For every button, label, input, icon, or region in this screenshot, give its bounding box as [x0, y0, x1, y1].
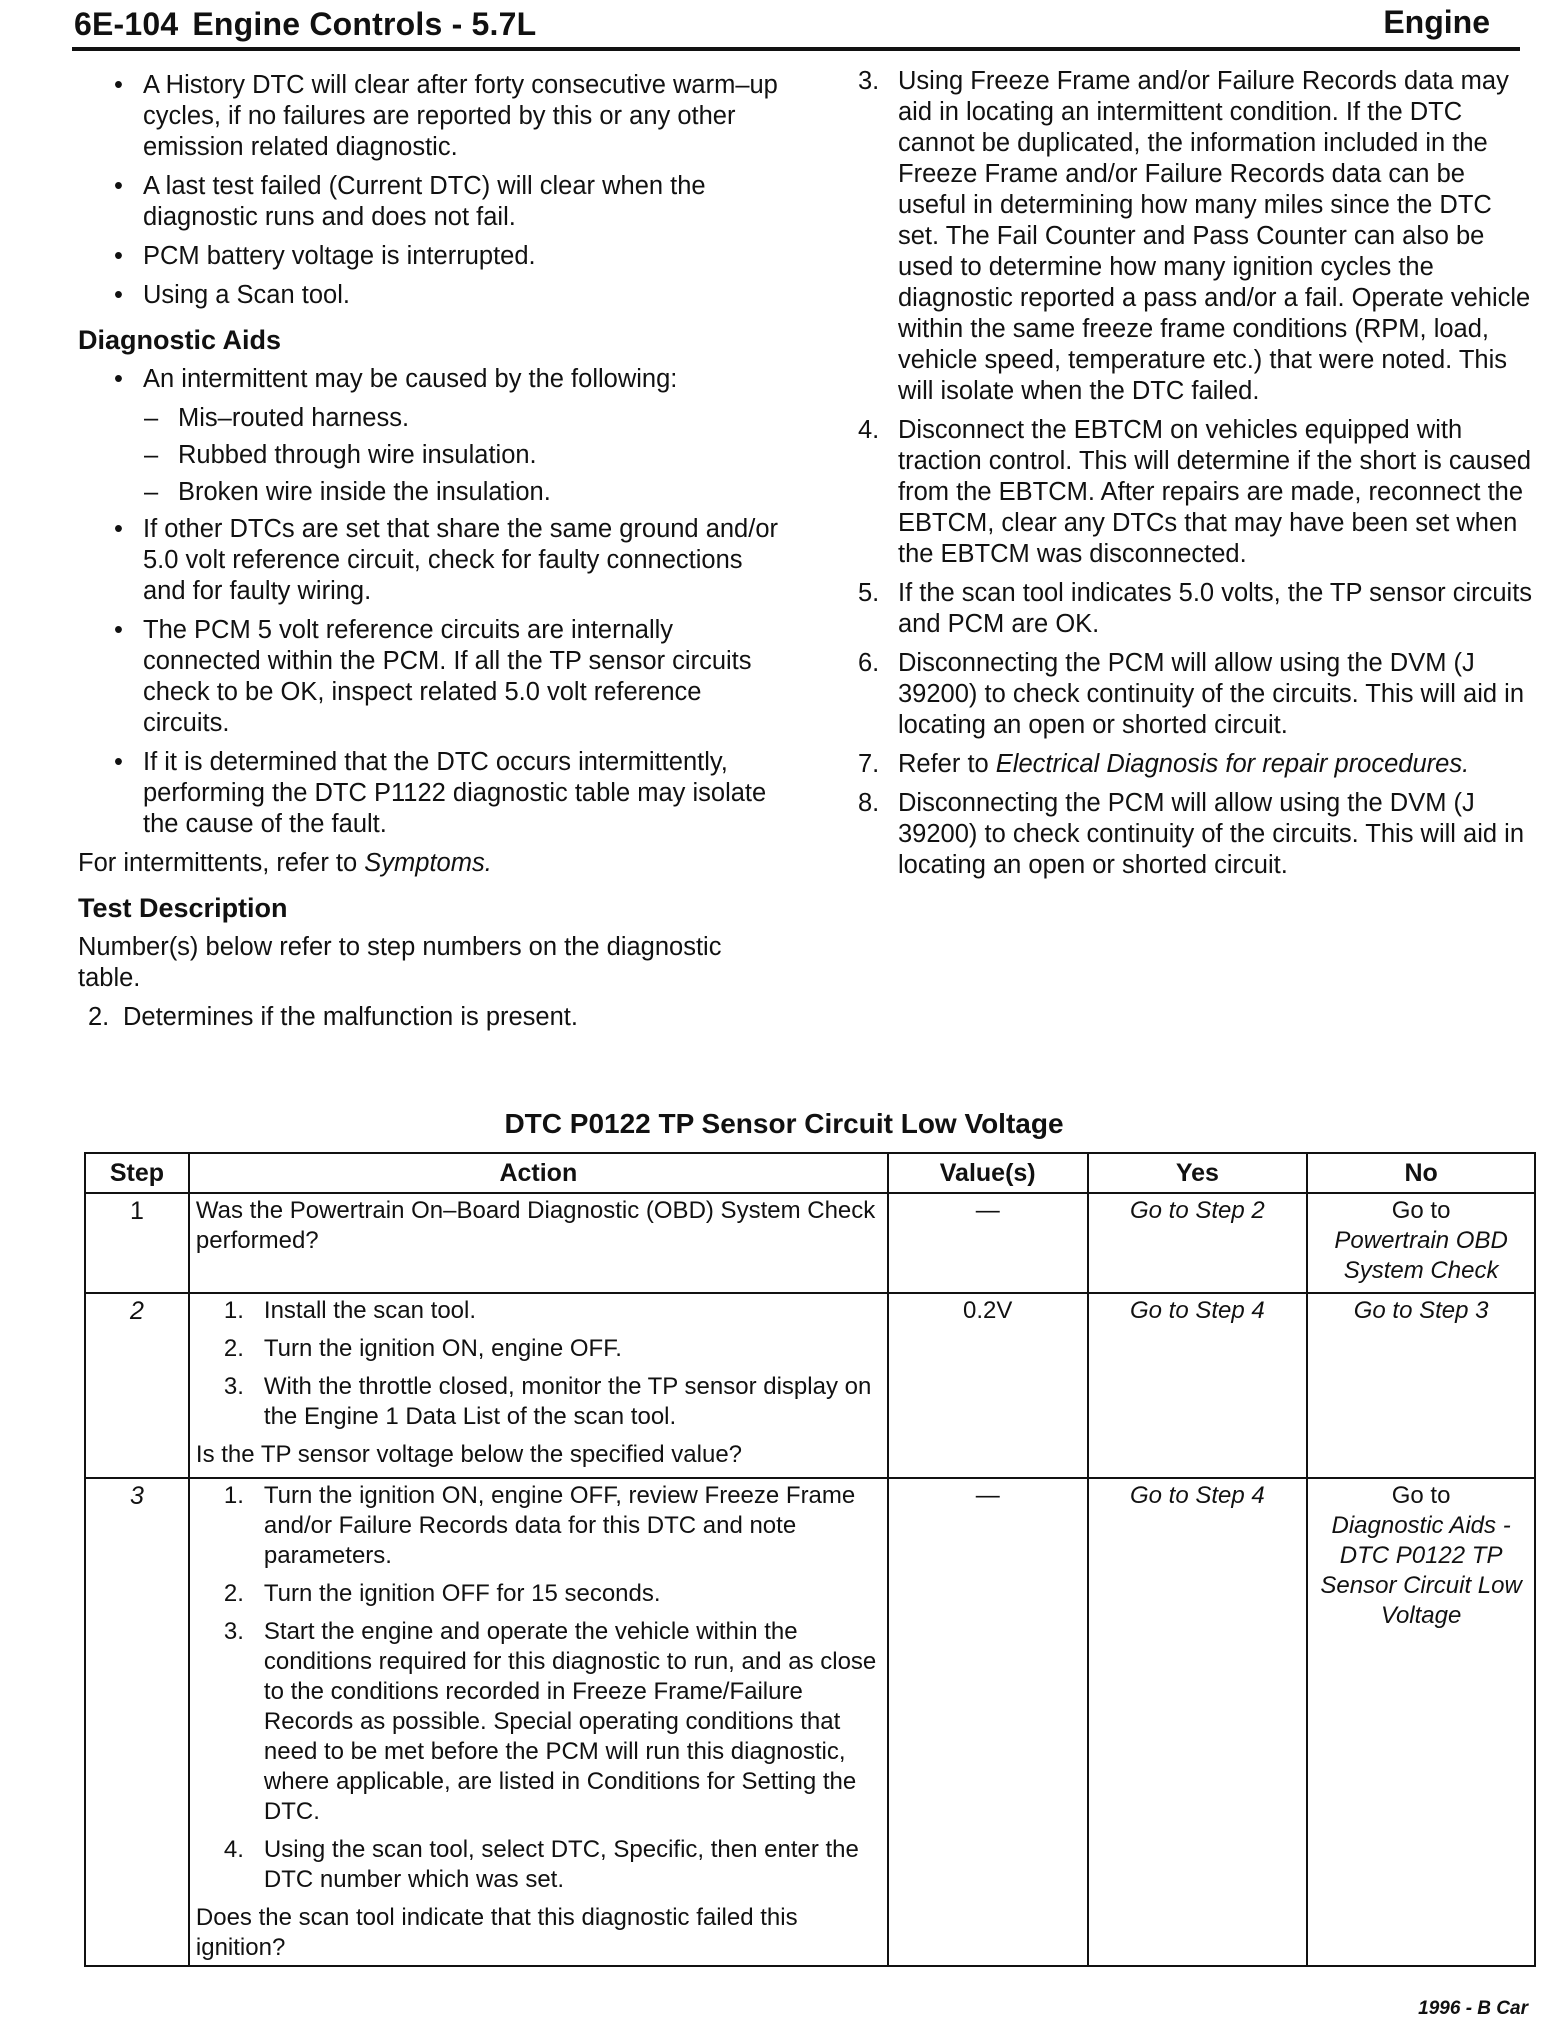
- intermittents-reference: For intermittents, refer to Symptoms.: [78, 849, 492, 877]
- table-row: [85, 1193, 1535, 1293]
- step-number: 2: [85, 1293, 189, 1478]
- column-header-values: Value(s): [888, 1153, 1088, 1193]
- left-column: [78, 70, 778, 1041]
- action-steps: [196, 1481, 881, 1895]
- list-item: 7. Refer to Electrical Diagnosis for repair procedures.: [858, 750, 1470, 778]
- value-cell: 0.2V: [888, 1293, 1088, 1478]
- value-cell: —: [888, 1478, 1088, 1966]
- list-item: 1. Turn the ignition ON, engine OFF, review Freeze Frame and/or Failure Records data for this DTC and note parameters.: [223, 1482, 856, 1569]
- dash-icon: –: [144, 478, 159, 506]
- list-item: 5. If the scan tool indicates 5.0 volts, the TP sensor circuits and PCM are OK.: [858, 579, 1533, 638]
- list-item: 3. Using Freeze Frame and/or Failure Records data may aid in locating an intermittent condition. If the DTC cannot be duplicated, the information included in the Freeze Frame and/or Failure Records data can be useful in determining how many miles since the DTC set. The Fail Counter and Pass Counter can also be used to determine how many ignition cycles the diagnostic reported a pass and/or a fail. Operate vehicle within the same freeze frame conditions (RPM, load, vehicle speed, temperature etc.) that were noted. This will isolate when the DTC failed.: [858, 67, 1531, 405]
- page-number: 6E-104: [74, 6, 179, 42]
- diagnostic-aids-link: Diagnostic Aids - DTC P0122 TP Sensor Circuit Low Voltage: [1320, 1512, 1522, 1629]
- bullet-icon: •: [114, 281, 123, 309]
- symptoms-link: Symptoms.: [364, 849, 492, 877]
- list-item: • If it is determined that the DTC occurs intermittently, performing the DTC P1122 diagnostic table may isolate the cause of the fault.: [114, 748, 767, 838]
- page-header: [74, 6, 536, 43]
- yes-cell: Go to Step 4: [1088, 1293, 1308, 1478]
- question-text: Does the scan tool indicate that this diagnostic failed this ignition?: [195, 1904, 798, 1961]
- value-cell: —: [888, 1193, 1088, 1293]
- dash-icon: –: [144, 404, 159, 432]
- list-item: • An intermittent may be caused by the following:: [114, 365, 678, 393]
- bullet-icon: •: [114, 515, 123, 543]
- action-cell: [189, 1293, 888, 1478]
- list-item: 6. Disconnecting the PCM will allow using the DVM (J 39200) to check continuity of the circuits. This will aid in locating an open or shorted circuit.: [858, 649, 1524, 739]
- list-item: • A History DTC will clear after forty consecutive warm–up cycles, if no failures are reported by this or any other emission related diagnostic.: [114, 71, 778, 161]
- action-cell: [189, 1478, 888, 1966]
- page-footer: 1996 - B Car: [1418, 1998, 1528, 2019]
- list-item: 3. Start the engine and operate the vehicle within the conditions required for this diagnostic to run, and as close to the conditions recorded in Freeze Frame/Failure Records as possible. Special operating conditions that need to be met before the PCM will run this diagnostic, where applicable, are listed in Conditions for Setting the DTC.: [223, 1618, 877, 1825]
- table-row: [85, 1478, 1535, 1966]
- header-right-label: Engine: [1383, 4, 1490, 40]
- step-number: 1: [85, 1193, 189, 1293]
- list-item: 3. With the throttle closed, monitor the TP sensor display on the Engine 1 Data List of the scan tool.: [223, 1373, 872, 1430]
- action-steps: [196, 1296, 881, 1432]
- test-description-heading: Test Description: [78, 893, 288, 923]
- list-item: • A last test failed (Current DTC) will clear when the diagnostic runs and does not fail.: [114, 172, 706, 231]
- diagnostic-aids-heading: Diagnostic Aids: [78, 325, 282, 355]
- list-item: 2. Turn the ignition OFF for 15 seconds.: [223, 1580, 661, 1607]
- column-header-step: Step: [85, 1153, 189, 1193]
- list-item: – Rubbed through wire insulation.: [144, 441, 537, 469]
- action-cell: Was the Powertrain On–Board Diagnostic (OBD) System Check performed?: [189, 1193, 888, 1293]
- step-number: 3: [85, 1478, 189, 1966]
- list-item: – Broken wire inside the insulation.: [144, 478, 551, 506]
- header-rule: [72, 47, 1520, 51]
- question-text: Is the TP sensor voltage below the specified value?: [195, 1441, 743, 1468]
- list-item: 4. Using the scan tool, select DTC, Specific, then enter the DTC number which was set.: [223, 1836, 859, 1893]
- table-title: DTC P0122 TP Sensor Circuit Low Voltage: [504, 1108, 1064, 1139]
- section-title: Engine Controls - 5.7L: [192, 6, 537, 42]
- list-item: 2. Turn the ignition ON, engine OFF.: [223, 1335, 622, 1362]
- column-header-action: Action: [189, 1153, 888, 1193]
- bullet-icon: •: [114, 365, 123, 393]
- bullet-icon: •: [114, 172, 123, 200]
- column-header-no: No: [1307, 1153, 1535, 1193]
- list-item: • PCM battery voltage is interrupted.: [114, 242, 536, 270]
- list-item: 4. Disconnect the EBTCM on vehicles equipped with traction control. This will determine if the short is caused from the EBTCM. After repairs are made, reconnect the EBTCM, clear any DTCs that may have been set when the EBTCM was disconnected.: [858, 416, 1532, 568]
- list-item: 2. Determines if the malfunction is present.: [88, 1003, 578, 1031]
- list-item: 8. Disconnecting the PCM will allow using the DVM (J 39200) to check continuity of the circuits. This will aid in locating an open or shorted circuit.: [858, 789, 1524, 879]
- table-row: [85, 1293, 1535, 1478]
- yes-cell: Go to Step 2: [1088, 1193, 1308, 1293]
- no-cell: Go to Step 3: [1307, 1293, 1535, 1478]
- bullet-icon: •: [114, 748, 123, 776]
- bullet-icon: •: [114, 242, 123, 270]
- bullet-icon: •: [114, 616, 123, 644]
- list-item: • The PCM 5 volt reference circuits are internally connected within the PCM. If all the TP sensor circuits check to be OK, inspect related 5.0 volt reference circuits.: [114, 616, 752, 737]
- bullet-icon: •: [114, 71, 123, 99]
- powertrain-obd-link: Powertrain OBD System Check: [1334, 1227, 1508, 1284]
- no-cell: Go to Diagnostic Aids - DTC P0122 TP Sensor Circuit Low Voltage: [1307, 1478, 1535, 1966]
- electrical-diagnosis-link: Electrical Diagnosis for repair procedures.: [995, 750, 1470, 778]
- yes-cell: Go to Step 4: [1088, 1478, 1308, 1966]
- right-column: [858, 66, 1538, 889]
- table-header-row: [85, 1153, 1535, 1193]
- list-item: 1. Install the scan tool.: [223, 1297, 477, 1324]
- column-header-yes: Yes: [1088, 1153, 1308, 1193]
- list-item: • If other DTCs are set that share the same ground and/or 5.0 volt reference circuit, check for faulty connections and for faulty wiring.: [114, 515, 778, 605]
- diagnostic-table: [84, 1152, 1536, 1967]
- list-item: – Mis–routed harness.: [144, 404, 410, 432]
- list-item: • Using a Scan tool.: [114, 281, 350, 309]
- no-cell: Go to Powertrain OBD System Check: [1307, 1193, 1535, 1293]
- test-description-intro: Number(s) below refer to step numbers on the diagnostic table.: [78, 933, 722, 992]
- dash-icon: –: [144, 441, 159, 469]
